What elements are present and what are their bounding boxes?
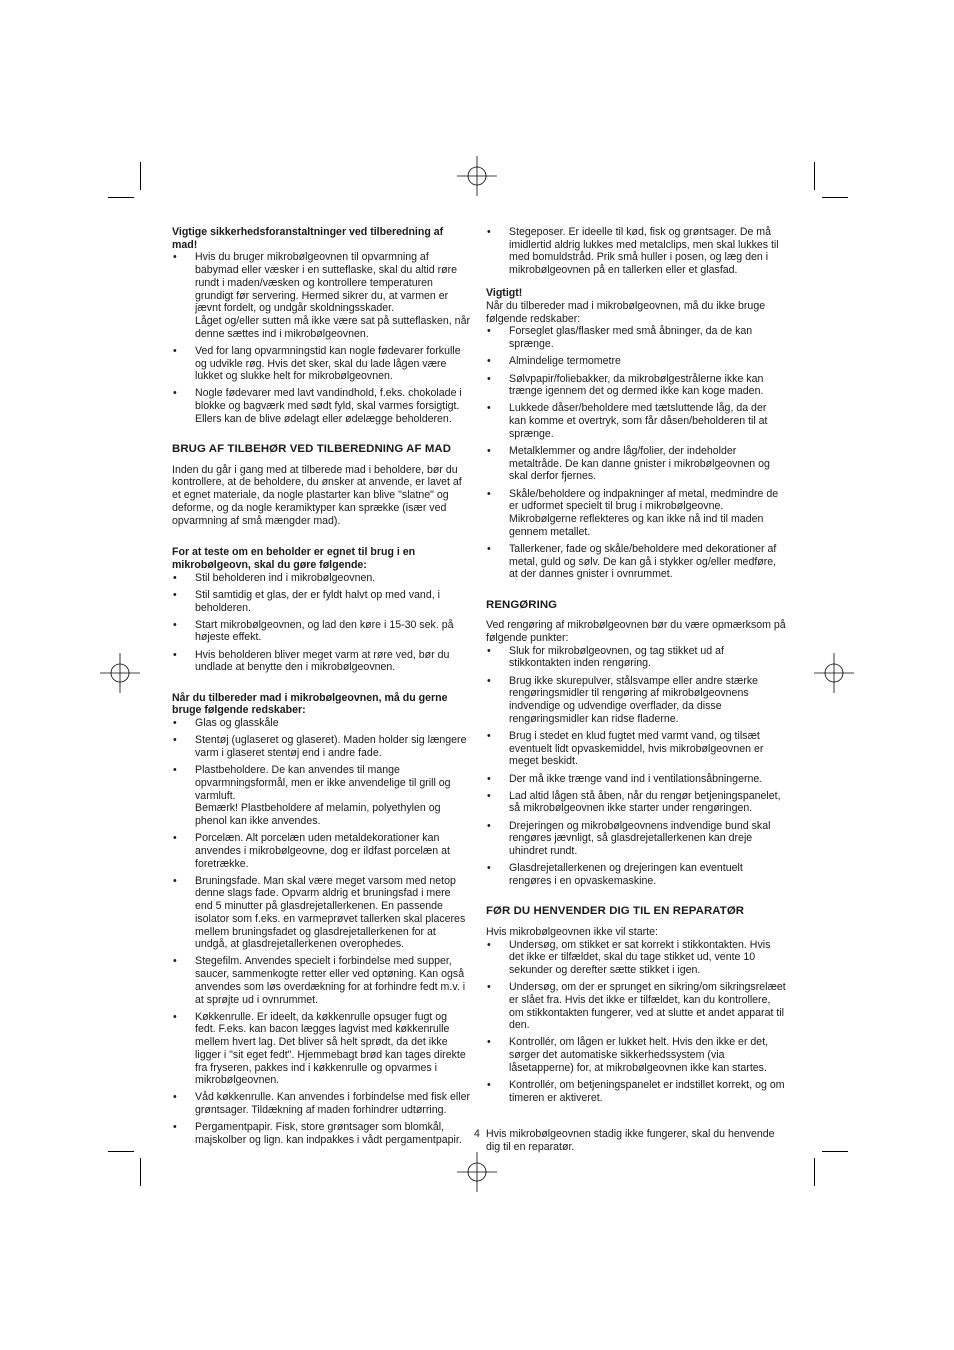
list-item: • Bruningsfade. Man skal være meget varsom med netop denne slags fade. Opvarm aldrig et bruningsfad i mere end 5 minutter på glasdrejetallerkenen. En passende isolator som f.eks. en varmeprøvet tallerken skal placeres mellem bruningsfadet og glasdrejetallerkenen for at undgå, at glasdrejetallerkenen overophedes. [172, 875, 470, 951]
list-item: • Sølvpapir/foliebakker, da mikrobølgestrålerne ikke kan trænge igennem det og dermed ikke kan koge maden. [486, 373, 786, 398]
list-item: • Skåle/beholdere og indpakninger af metal, medmindre de er udformet specielt til brug i mikrobølgeovne. Mikrobølgerne reflekteres og kan ikke nå ind til maden gennem metallet. [486, 488, 786, 539]
list-item: • Stil samtidig et glas, der er fyldt halvt op med vand, i beholderen. [172, 589, 470, 614]
list-item: • Glas og glasskåle [172, 717, 470, 730]
list-item: • Stegeposer. Er ideelle til kød, fisk og grøntsager. De må imidlertid aldrig lukkes med metalclips, men skal lukkes til med bomuldstråd. Prik små huller i posen, og læg den i mikrobølgeovnen på en tallerken eller et glasfad. [486, 226, 786, 277]
list-item: • Lukkede dåser/beholdere med tætsluttende låg, da der kan komme et overtryk, som får dåsen/beholderen til at sprænge. [486, 402, 786, 440]
list-item: • Nogle fødevarer med lavt vandindhold, f.eks. chokolade i blokke og bagværk med sødt fyld, skal varmes forsigtigt. Ellers kan de blive ødelagt eller ødelægge beholderen. [172, 387, 470, 425]
list-item: • Kontrollér, om betjeningspanelet er indstillet korrekt, og om timeren er aktiveret. [486, 1079, 786, 1104]
list-item: • Porcelæn. Alt porcelæn uden metaldekorationer kan anvendes i mikrobølgeovne, dog er ildfast porcelæn at foretrække. [172, 832, 470, 870]
list-item: • Plastbeholdere. De kan anvendes til mange opvarmningsformål, men er ikke anvendelige til grill og varmluft. Bemærk! Plastbeholdere af melamin, polyethylen og phenol kan ikke anvendes. [172, 764, 470, 828]
list-item: • Stegefilm. Anvendes specielt i forbindelse med supper, saucer, sammenkogte retter eller ved optøning. Kan også anvendes som løs overdækning for at forhindre fedt m.v. i at sprøjte ud i ovnrummet. [172, 955, 470, 1006]
crop-mark [814, 162, 815, 190]
important-intro: Når du tilbereder mad i mikrobølgeovnen, må du ikke bruge følgende redskaber: [486, 300, 766, 325]
list-item: • Hvis du bruger mikrobølgeovnen til opvarmning af babymad eller væsker i en sutteflaske, skal du altid røre rundt i maden/væsken og kontrollere temperaturen grundigt før servering. Hermed sikrer du, at varmen er jævnt fordelt, og undgår skoldningsskader. Låget og/eller sutten må ikke være sat på sutteflasken, når denne sættes ind i mikrobølgeovnen. [172, 251, 470, 340]
list-item: • Metalklemmer og andre låg/folier, der indeholder metaltråde. De kan danne gnister i mikrobølgeovnen og skal derfor fjernes. [486, 445, 786, 483]
crop-mark [140, 162, 141, 190]
list-item: • Pergamentpapir. Fisk, store grøntsager som blomkål, majskolber og lign. kan indpakkes i vådt pergamentpapir. [172, 1121, 470, 1146]
list-item: • Stil beholderen ind i mikrobølgeovnen. [172, 572, 470, 585]
list-item: • Brug ikke skurepulver, stålsvampe eller andre stærke rengøringsmidler til rengøring af mikrobølgeovnens indvendige og udvendige overflader, da disse rengøringsmidler kan ridse fladerne. [486, 675, 786, 726]
test-list [172, 572, 470, 674]
section-heading-repair: FØR DU HENVENDER DIG TIL EN REPARATØR [486, 905, 745, 918]
crop-mark [814, 1158, 815, 1186]
registration-mark-icon [457, 1152, 497, 1192]
list-item: • Hvis beholderen bliver meget varm at røre ved, bør du undlade at benytte den i mikrobølgeovnen. [172, 649, 470, 674]
list-item: • Våd køkkenrulle. Kan anvendes i forbindelse med fisk eller grøntsager. Tildækning af maden forhindrer udtørring. [172, 1091, 470, 1116]
left-column [172, 226, 470, 1151]
test-container-heading: For at teste om en beholder er egnet til brug i en mikrobølgeovn, skal du gøre følgende: [172, 546, 416, 571]
forbidden-tools-list [486, 325, 786, 581]
list-item: • Undersøg, om der er sprunget en sikring/om sikringsrelæet er slået fra. Hvis det ikke er tilfældet, kan du kontrollere, om stikkontakten fungerer, ved at slutte et andet apparat til den. [486, 981, 786, 1032]
crop-mark [140, 1158, 141, 1186]
list-item: • Undersøg, om stikket er sat korrekt i stikkontakten. Hvis det ikke er tilfældet, skal du tage stikket ud, vente 10 sekunder og derefter sætte stikket i igen. [486, 939, 786, 977]
repair-intro: Hvis mikrobølgeovnen ikke vil starte: [486, 925, 658, 938]
crop-mark [822, 1151, 848, 1152]
accessories-paragraph: Inden du går i gang med at tilberede mad i beholdere, bør du kontrollere, at de beholdere, du ønsker at anvende, er lavet af et egnet materiale, da nogle plastarter kan blive "slatne" og deforme, og da nogle keramiktyper kan sprække (især ved opvarmning af små mængder mad). [172, 463, 462, 527]
list-item: • Lad altid lågen stå åben, når du rengør betjeningspanelet, så mikrobølgeovnen ikke starter under rengøringen. [486, 790, 786, 815]
list-item: • Stentøj (uglaseret og glaseret). Maden holder sig længere varm i glaseret stentøj end i andre fade. [172, 734, 470, 759]
registration-mark-icon [814, 653, 854, 693]
crop-mark [822, 197, 848, 198]
crop-mark [108, 1151, 134, 1152]
important-heading: Vigtigt! [486, 287, 523, 300]
list-item: • Sluk for mikrobølgeovnen, og tag stikket ud af stikkontakten inden rengøring. [486, 645, 786, 670]
allowed-tools-heading: Når du tilbereder mad i mikrobølgeovnen, må du gerne bruge følgende redskaber: [172, 691, 448, 717]
safety-heading: Vigtige sikkerhedsforanstaltninger ved tilberedning af mad! [172, 226, 444, 251]
list-item: • Start mikrobølgeovnen, og lad den køre i 15-30 sek. på højeste effekt. [172, 619, 470, 644]
section-heading-cleaning: RENGØRING [486, 598, 558, 611]
repair-closing: Hvis mikrobølgeovnen stadig ikke fungerer, skal du henvende dig til en reparatør. [486, 1127, 775, 1153]
safety-list [172, 251, 470, 425]
list-item: • Almindelige termometre [486, 355, 786, 368]
page-number: 4 [474, 1128, 480, 1140]
list-item: • Kontrollér, om lågen er lukket helt. Hvis den ikke er det, sørger det automatiske sikkerhedssystem (via låsetapperne) for, at mikrobølgeovnen ikke kan startes. [486, 1036, 786, 1074]
cleaning-list [486, 645, 786, 888]
list-item: • Ved for lang opvarmningstid kan nogle fødevarer forkulle og udvikle røg. Hvis det sker, skal du lade lågen være lukket og slukke helt for mikrobølgeovnen. [172, 345, 470, 383]
section-heading-accessories: BRUG AF TILBEHØR VED TILBEREDNING AF MAD [172, 443, 452, 456]
repair-list [486, 939, 786, 1105]
right-column [486, 226, 786, 1153]
list-item: • Der må ikke trænge vand ind i ventilationsåbningerne. [486, 773, 786, 786]
allowed-tools-list [172, 717, 470, 1147]
crop-mark [108, 197, 134, 198]
cleaning-intro: Ved rengøring af mikrobølgeovnen bør du være opmærksom på følgende punkter: [486, 619, 786, 644]
list-item: • Tallerkener, fade og skåle/beholdere med dekorationer af metal, guld og sølv. De kan gå i stykker og/eller medføre, at der dannes gnister i ovnrummet. [486, 543, 786, 581]
list-item: • Køkkenrulle. Er ideelt, da køkkenrulle opsuger fugt og fedt. F.eks. kan bacon lægges lagvist med køkkenrulle mellem hvert lag. Det bliver så helt sprødt, da det ikke ligger i "sit eget fedt". Hjemmebagt brød kan tages direkte fra fryseren, pakkes ind i køkkenrulle og opvarmes i mikrobølgeovnen. [172, 1011, 470, 1087]
list-item: • Forseglet glas/flasker med små åbninger, da de kan sprænge. [486, 325, 786, 350]
list-item: • Brug i stedet en klud fugtet med varmt vand, og tilsæt eventuelt lidt opvaskemiddel, hvis mikrobølgeovnen er meget beskidt. [486, 730, 786, 768]
registration-mark-icon [457, 156, 497, 196]
cooking-bags-list [486, 226, 786, 277]
registration-mark-icon [100, 653, 140, 693]
list-item: • Drejeringen og mikrobølgeovnens indvendige bund skal rengøres jævnligt, så glasdrejetallerkenen kan dreje uhindret rundt. [486, 820, 786, 858]
list-item: • Glasdrejetallerkenen og drejeringen kan eventuelt rengøres i en opvaskemaskine. [486, 862, 786, 887]
